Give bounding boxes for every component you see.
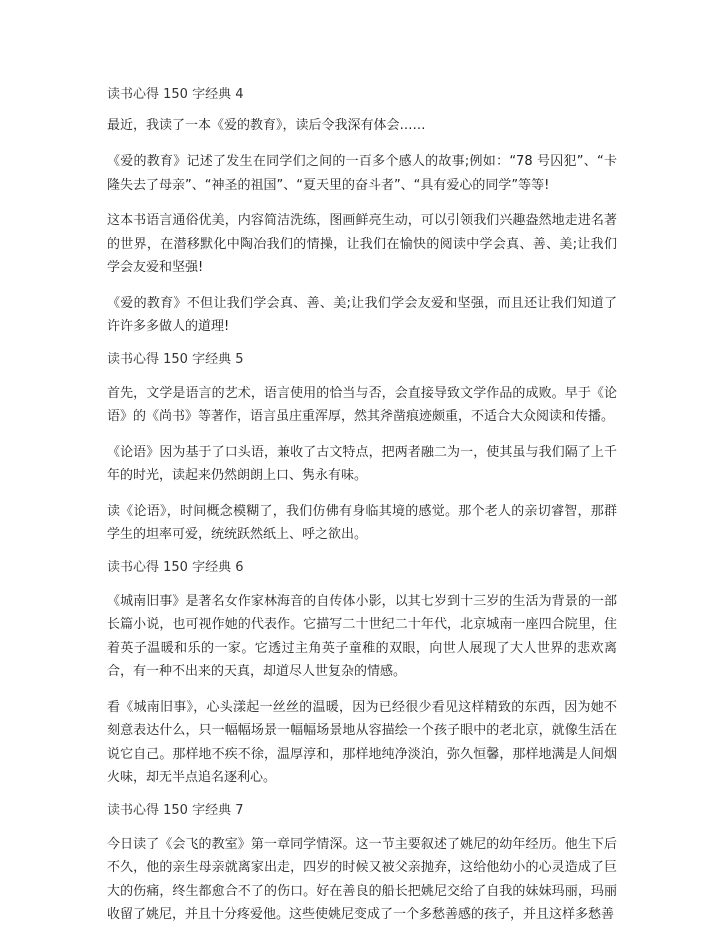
paragraph: 《论语》因为基于了口头语，兼收了古文特点，把两者融二为一，使其虽与我们隔了上千年的时光，读起来仍然朗朗上口、隽永有味。 [107,444,617,483]
document-body [107,86,617,939]
section-7 [107,802,617,927]
section-4 [107,86,617,339]
paragraph: 读《论语》，时间概念模糊了，我们仿佛有身临其境的感觉。那个老人的亲切睿智，那群学生的坦率可爱，统统跃然纸上、呼之欲出。 [107,503,617,542]
section-5 [107,351,617,547]
section-heading: 读书心得 150 字经典 4 [107,87,244,102]
paragraph: 《城南旧事》是著名女作家林海音的自传体小影，以其七岁到十三岁的生活为背景的一部长篇小说，也可视作她的代表作。它描写二十世纪二十年代，北京城南一座四合院里，住着英子温暖和乐的一家。它透过主角英子童稚的双眼，向世人展现了大人世界的悲欢离合，有一种不出来的天真，却道尽人世复杂的情感。 [107,593,617,679]
paragraph: 《爱的教育》记述了发生在同学们之间的一百多个感人的故事;例如：“78 号囚犯”、“卡隆失去了母亲”、“神圣的祖国”、“夏天里的奋斗者”、“具有爱心的同学”等等! [107,154,617,193]
paragraph: 看《城南旧事》，心头漾起一丝丝的温暖，因为已经很少看见这样精致的东西，因为她不刻意表达什么，只一幅幅场景一幅幅场景地从容描绘一个孩子眼中的老北京，就像生活在说它自己。那样地不疾不徐，温厚淳和，那样地纯净淡泊，弥久恒馨，那样地满是人间烟火味，却无半点追名逐利心。 [107,699,617,785]
section-heading: 读书心得 150 字经典 5 [107,351,244,367]
section-heading: 读书心得 150 字经典 6 [107,559,244,575]
paragraph: 《爱的教育》不但让我们学会真、善、美;让我们学会友爱和坚强，而且还让我们知道了许许多多做人的道理! [107,295,617,334]
section-heading: 读书心得 150 字经典 7 [107,802,244,818]
section-6 [107,559,617,790]
paragraph: 今日读了《会飞的教室》第一章同学情深。这一节主要叙述了姚尼的幼年经历。他生下后不久，他的亲生母亲就离家出走，四岁的时候又被父亲抛弃，这给他幼小的心灵造成了巨大的伤痛，终生都愈合不了的伤口。好在善良的船长把姚尼交给了自我的妹妹玛丽，玛丽收留了姚尼，并且十分疼爱他。这些使姚尼变成了一个多愁善感的孩子，并且这样多愁善 [107,836,617,922]
paragraph: 最近，我读了一本《爱的教育》，读后令我深有体会…… [107,118,426,133]
paragraph: 这本书语言通俗优美，内容简洁洗练，图画鲜亮生动，可以引领我们兴趣盎然地走进名著的世界，在潜移默化中陶冶我们的情操，让我们在愉快的阅读中学会真、善、美;让我们学会友爱和坚强! [107,213,617,275]
paragraph: 首先，文学是语言的艺术，语言使用的恰当与否，会直接导致文学作品的成败。早于《论语》的《尚书》等著作，语言虽庄重浑厚，然其斧凿痕迹颇重，不适合大众阅读和传播。 [107,385,617,424]
